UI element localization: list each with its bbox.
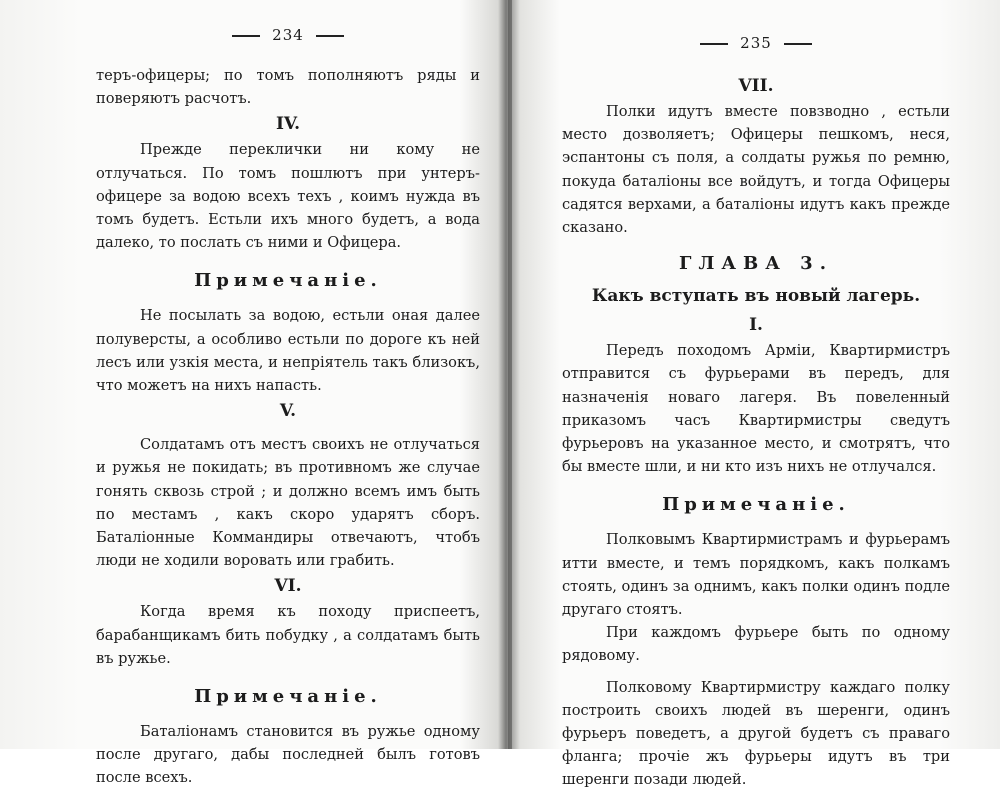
book-gutter [508, 0, 512, 749]
page-number [96, 26, 480, 44]
spacer [562, 668, 950, 676]
page-number-dash [232, 35, 260, 37]
section-heading: IV. [275, 114, 301, 135]
paragraph: Когда время къ походу приспеетъ, барабанщикамъ бить побудку , а солдатамъ быть въ ружье. [96, 603, 480, 667]
paragraph: Полки идутъ вместе повзводно , естьли место дозволяетъ; Офицеры пешкомъ, неся, эспантоны съ поля, а солдаты ружья по ремню, покуда баталіоны все войдутъ, и тогда Офицеры садятся верхами, а баталіоны идутъ какъ прежде сказано. [562, 103, 950, 237]
section-heading: VI. [274, 576, 302, 597]
paragraph: Баталіонамъ становится въ ружье одному после другаго, дабы последней былъ готовъ после всехъ. [96, 723, 480, 787]
page-number-dash [700, 43, 728, 45]
section-heading: VII. [738, 76, 774, 96]
paragraph: При каждомъ фурьере быть по одному рядовому. [562, 624, 950, 665]
page-number-dash [316, 35, 344, 37]
paragraph: Солдатамъ отъ местъ своихъ не отлучаться и ружья не покидать; въ противномъ же случае гонять сквозь строй ; и должно всемъ имъ быть по местамъ , какъ скоро ударятъ сборъ. Баталіонные Коммандиры отвечаютъ, чтобъ люди не ходили воровать или грабить. [96, 436, 480, 570]
page-number-value: 235 [740, 34, 772, 52]
note-heading: Примечаніе. [662, 494, 850, 516]
note-heading: Примечаніе. [194, 686, 382, 708]
page-number-value: 234 [272, 26, 304, 44]
paragraph: Прежде переклички ни кому не отлучаться. По томъ пошлютъ при унтеръ-офицере за водою всехъ техъ , коимъ нужда въ томъ будетъ. Естьли ихъ много будетъ, а вода далеко, то послать съ ними и Офицера. [96, 141, 480, 252]
paragraph: Полковому Квартирмистру каждаго полку построить своихъ людей въ шеренги, одинъ фурьеръ поведетъ, а другой будетъ съ праваго фланга; прочіе жъ фурьеры идутъ въ три шеренги позади людей. [562, 678, 950, 789]
chapter-heading: ГЛАВА 3. [679, 253, 833, 275]
note-heading: Примечаніе. [194, 270, 382, 292]
left-page [96, 0, 480, 787]
section-heading: I. [749, 315, 763, 336]
paragraph: Передъ походомъ Арміи, Квартирмистръ отправится съ фурьерами въ передъ, для назначенія новаго лагеря. Въ повеленный приказомъ часъ Квартирмистры сведутъ фурьеровъ на указанное место, и смотрятъ, что бы вместе шли, и ни кто изъ нихъ не отлучался. [562, 342, 950, 476]
paragraph: Не посылать за водою, естьли оная далее полуверсты, а особливо естьли по дороге къ ней лесъ или узкія места, и непріятель такъ близокъ, что можетъ на нихъ напасть. [96, 307, 480, 395]
page-body [562, 72, 950, 792]
spacer [96, 425, 480, 433]
chapter-title: Какъ вступать въ новый лагерь. [591, 286, 921, 307]
page-number [562, 34, 950, 52]
paragraph: теръ-офицеры; по томъ пополняютъ ряды и поверяютъ расчотъ. [96, 67, 480, 108]
paragraph: Полковымъ Квартирмистрамъ и фурьерамъ итти вместе, и темъ порядкомъ, какъ полкамъ стоять, одинъ за однимъ, какъ полки одинъ подле другаго стоятъ. [562, 531, 950, 619]
page-body [96, 64, 480, 790]
section-heading: V. [279, 401, 297, 422]
right-page [562, 0, 950, 789]
page-number-dash [784, 43, 812, 45]
